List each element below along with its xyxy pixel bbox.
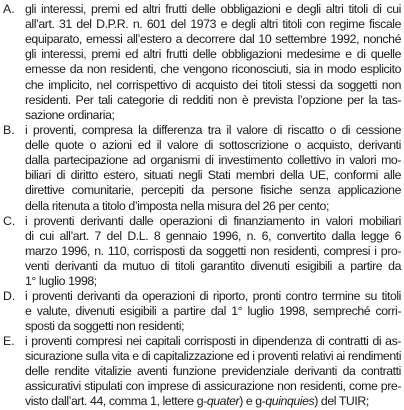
item-letter: A. (3, 2, 15, 16)
text-line: sposti da soggetti non residenti; (25, 319, 185, 334)
text-line: sazione ordinaria; (25, 107, 115, 122)
text-line: biliari di diritto estero, situati negli Stati membri della UE, conformi alle (25, 168, 401, 183)
text-line: i proventi compresi nei capitali corrisposti in dipendenza di contratti di as- (25, 334, 401, 348)
text-line: marzo 1996, n. 110, corrisposti da soggetti non residenti, compresi i pro- (25, 244, 401, 259)
text-line: delle quote o azioni ed il valore di sottoscrizione o acquisto, derivanti (25, 138, 401, 153)
text-line: residenti. Per tali categorie di redditi non è prevista l’opzione per la tas- (25, 92, 401, 107)
text-line: delle rendite vitalizie aventi funzione previdenziale derivanti da contratti (25, 364, 401, 379)
text-line: 1° luglio 1998; (25, 274, 97, 289)
text-line: della ritenuta a titolo d’imposta nella misura del 26 per cento; (25, 198, 329, 213)
text-line: gli interessi, premi ed altri frutti delle obbligazioni e degli altri titoli di cui (25, 2, 401, 16)
text-line: sicurazione sulla vita e di capitalizzazione ed i proventi relativi ai rendimenti (25, 349, 402, 364)
text-line: all’art. 31 del D.P.R. n. 601 del 1973 e degli altri titoli con regime fiscale (25, 17, 401, 32)
item-letter: D. (3, 289, 16, 303)
text-line: equiparato, emessi all’estero a decorrere dal 10 settembre 1992, nonché (25, 32, 401, 47)
text-line: i proventi derivanti dalle operazioni di finanziamento in valori mobiliari (25, 214, 401, 228)
text-line: e valute, divenuti esigibili a partire dal 1° luglio 1998, sempreché corri- (25, 304, 401, 319)
text-line: visto dall’art. 44, comma 1, lettere g-quater) e g-quinquies) del TUIR; (25, 394, 369, 409)
text-line: venti derivanti da mutuo di titoli garantito divenuti esigibili a partire da (25, 259, 401, 274)
text-line: i proventi, compresa la differenza tra il valore di riscatto o di cessione (25, 123, 401, 137)
text-line: emesse da non residenti, che vengono riconosciuti, sia in modo esplicito (25, 62, 401, 77)
item-letter: C. (3, 214, 16, 228)
text-line: gli interessi, premi ed altri frutti delle obbligazioni medesime e di quelle (25, 47, 401, 62)
text-line: direttive comunitarie, percepiti da persone fisiche senza applicazione (25, 183, 401, 198)
text-line: dalla partecipazione ad organismi di investimento collettivo in valori mo- (25, 153, 401, 168)
item-letter: B. (3, 123, 15, 137)
text-line: che implicito, nel corrispettivo di acquisto dei titoli stessi da soggetti non (25, 77, 401, 92)
text-line: di cui all’art. 7 del D.L. 8 gennaio 1996, n. 6, convertito dalla legge 6 (25, 229, 401, 244)
text-line: assicurativi stipulati con imprese di assicurazione non residenti, come pre- (25, 379, 401, 394)
item-letter: E. (3, 334, 15, 348)
text-line: i proventi derivanti da operazioni di riporto, pronti contro termine su titoli (25, 289, 401, 303)
